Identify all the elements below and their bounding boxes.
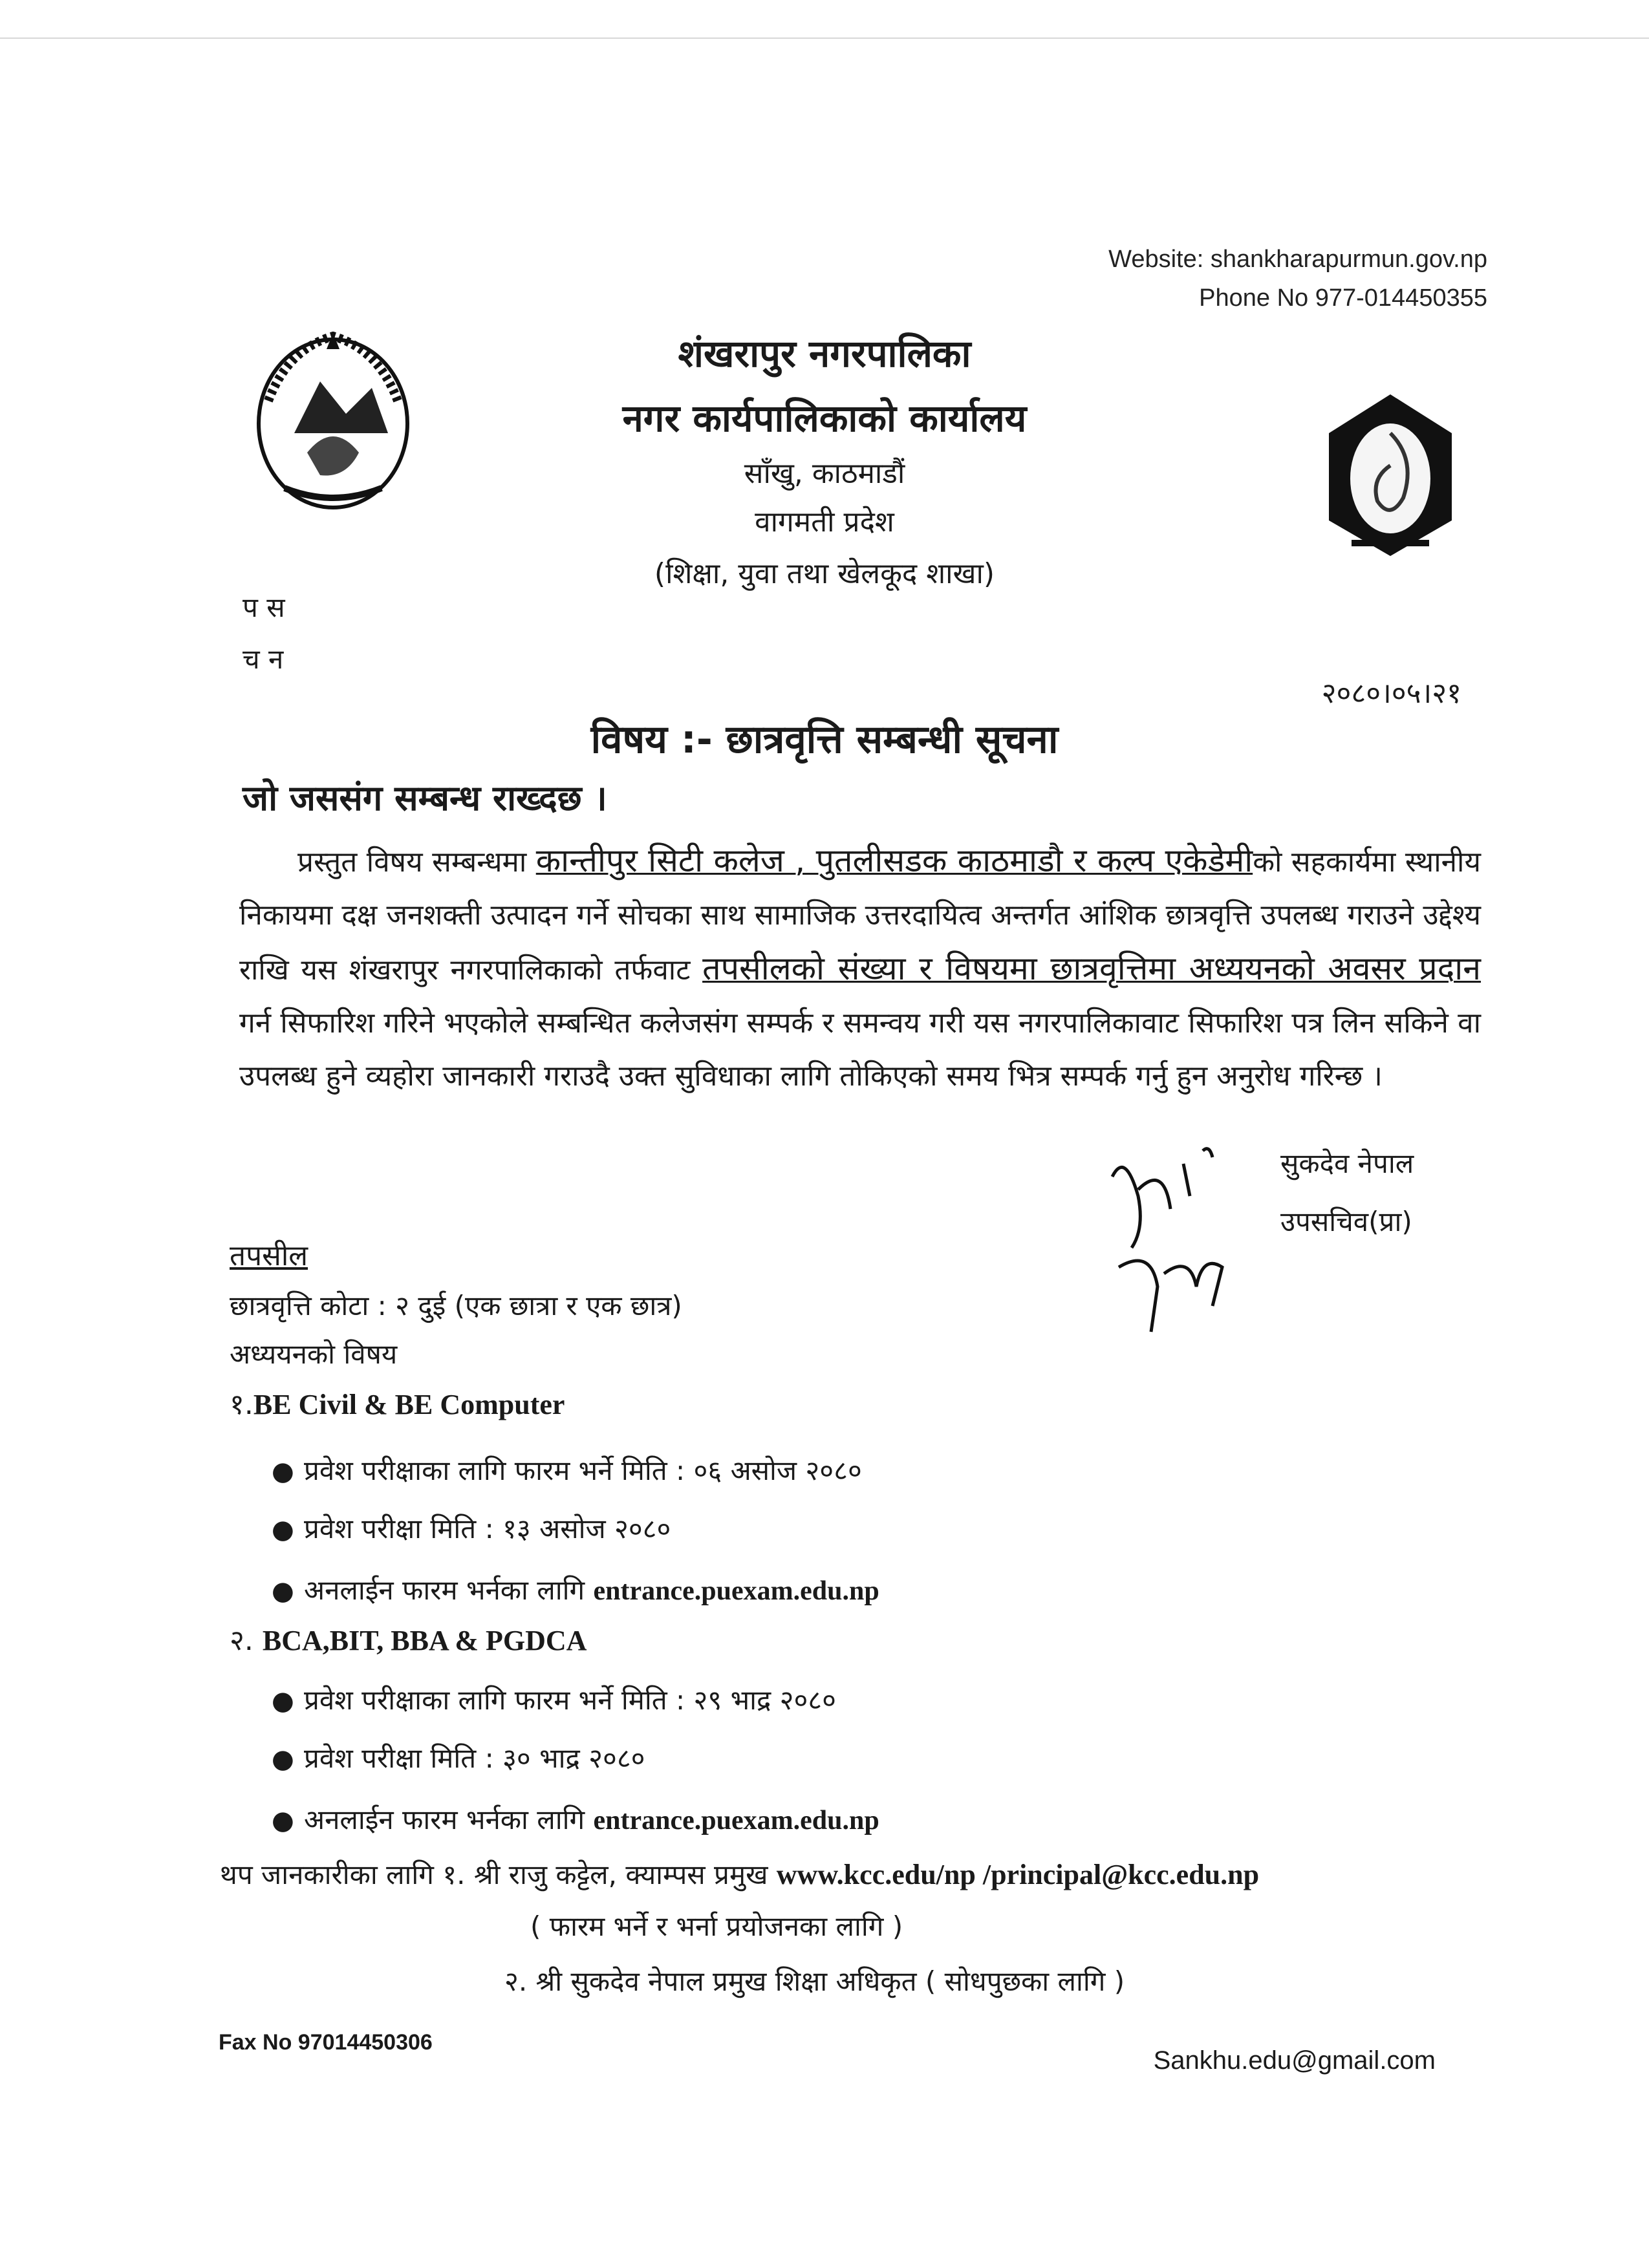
program-2-online-url: entrance.puexam.edu.np: [593, 1806, 879, 1835]
office-branch: (शिक्षा, युवा तथा खेलकूद शाखा): [654, 557, 995, 590]
fax-number: Fax No 97014450306: [219, 2030, 433, 2055]
office-name: शंखरापुर नगरपालिका: [678, 332, 971, 376]
program-2-number: २.: [230, 1624, 263, 1657]
body-underlined-colleges: कान्तीपुर सिटी कलेज , पुतलीसडक काठमाडौ र कल्प एकेडेमी: [535, 842, 1253, 879]
program-2-form-date: प्रवेश परीक्षाका लागि फारम भर्ने मिति : २९ भाद्र २०८०: [304, 1684, 836, 1716]
letter-date: २०८०।०५।२१: [1321, 677, 1461, 710]
bullet-dot-icon: ●: [272, 1576, 294, 1606]
website-text: Website: shankharapurmun.gov.np: [1108, 246, 1487, 273]
office-subtitle: नगर कार्यपालिकाको कार्यालय: [622, 396, 1027, 440]
dispatch-number-label: च न: [242, 643, 284, 675]
bullet-dot-icon: ●: [272, 1744, 294, 1774]
body-text-1: प्रस्तुत विषय सम्बन्धमा: [297, 846, 536, 879]
list-item: [272, 1510, 671, 1546]
list-item: [272, 1801, 879, 1837]
body-text-3: गर्न सिफारिश गरिने भएकोले सम्बन्धित कलेजसंग सम्पर्क र समन्वय गरी यस नगरपालिकावाट सिफारिश पत्र लिन सकिने वा उपलब्ध हुने व्यहोरा जानकारी गराउदै उक्त सुविधाका लागि तोकिएको समय भित्र सम्पर्क गर्नु हुन अनुरोध गरिन्छ ।: [239, 1007, 1481, 1093]
phone-text: Phone No 977-014450355: [1199, 284, 1487, 312]
program-2-exam-date: प्रवेश परीक्षा मिति : ३० भाद्र २०८०: [304, 1742, 645, 1774]
signatory-name: सुकदेव नेपाल: [1280, 1148, 1414, 1179]
program-1-name: BE Civil & BE Computer: [253, 1389, 565, 1420]
body-text-2: को सहकार्यमा स्थानीय निकायमा दक्ष जनशक्ती उत्पादन गर्ने सोचका साथ सामाजिक उत्तरदायित्व अन्तर्गत आंशिक छात्रवृत्ति उपलब्ध गराउने उद्देश्य राखि यस शंखरापुर नगरपालिकाको तर्फवाट: [239, 846, 1481, 987]
bullet-dot-icon: ●: [272, 1457, 294, 1486]
top-edge-line: [0, 37, 1649, 39]
program-1-exam-date: प्रवेश परीक्षा मिति : १३ असोज २०८०: [304, 1513, 671, 1545]
contact-1-purpose: ( फारम भर्ने र भर्ना प्रयोजनका लागि ): [530, 1910, 903, 1942]
bullet-dot-icon: ●: [272, 1515, 294, 1545]
signatory-designation: उपसचिव(प्रा): [1280, 1206, 1412, 1237]
program-1-form-date: प्रवेश परीक्षाका लागि फारम भर्ने मिति : ०६ असोज २०८०: [304, 1455, 862, 1486]
details-heading: तपसील: [230, 1239, 308, 1272]
list-item: [272, 1681, 836, 1718]
list-item: [272, 1739, 645, 1776]
program-1-online-url: entrance.puexam.edu.np: [593, 1576, 879, 1606]
program-1-number: १.: [230, 1388, 253, 1421]
footer-email: Sankhu.edu@gmail.com: [1153, 2046, 1436, 2075]
contact-line-2: २. श्री सुकदेव नेपाल प्रमुख शिक्षा अधिकृत ( सोधपुछका लागि ): [504, 1965, 1125, 1997]
program-2-online-label: अनलाईन फारम भर्नका लागि: [304, 1804, 594, 1835]
list-item: [272, 1451, 862, 1488]
subject-heading: विषय :- छात्रवृत्ति सम्बन्धी सूचना: [590, 717, 1059, 762]
list-item: [272, 1571, 879, 1608]
program-2-name: BCA,BIT, BBA & PGDCA: [262, 1625, 587, 1656]
office-address: साँखु, काठमाडौं: [744, 457, 905, 490]
salutation: जो जससंग सम्बन्ध राख्दछ ।: [242, 778, 607, 818]
contact-1-web-email: www.kcc.edu/np /principal@kcc.edu.np: [776, 1859, 1260, 1890]
notice-body: [239, 834, 1481, 1103]
bullet-dot-icon: ●: [272, 1806, 294, 1835]
bullet-dot-icon: ●: [272, 1686, 294, 1716]
scholarship-quota: छात्रवृत्ति कोटा : २ दुई (एक छात्रा र एक छात्र): [230, 1290, 682, 1321]
contact-1-lead: थप जानकारीका लागि १. श्री राजु कट्टेल, क्याम्पस प्रमुख: [220, 1859, 777, 1890]
study-subject-label: अध्ययनको विषय: [230, 1338, 398, 1370]
program-1-heading: [230, 1384, 565, 1422]
program-1-online-label: अनलाईन फारम भर्नका लागि: [304, 1574, 594, 1606]
office-province: वागमती प्रदेश: [755, 506, 894, 539]
letter-number-label: प स: [242, 592, 285, 623]
program-2-heading: [230, 1620, 587, 1658]
body-underlined-opportunity: तपसीलको संख्या र विषयमा छात्रवृत्तिमा अध्ययनको अवसर प्रदान: [702, 950, 1481, 987]
contact-line-1: [220, 1856, 1259, 1892]
handwritten-signature: [1093, 1138, 1261, 1345]
